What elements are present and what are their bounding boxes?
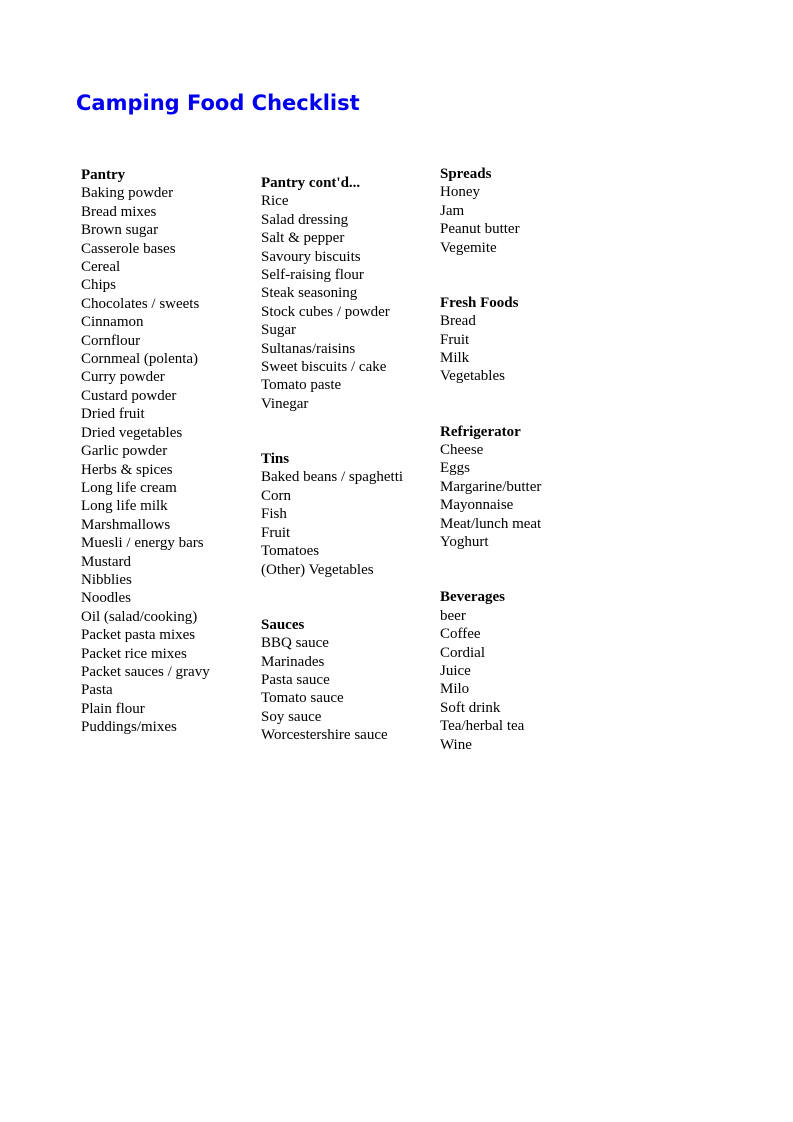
section-pantry-cont-d [261,174,436,413]
checklist-item: Salad dressing [261,211,349,228]
checklist-item: Fruit [261,524,291,541]
checklist-item: Soy sauce [261,708,322,725]
page-title: Camping Food Checklist [76,91,360,115]
checklist-item: Nibblies [81,571,132,588]
checklist-item: Fruit [440,331,470,348]
checklist-item: Self-raising flour [261,267,364,284]
checklist-item: Packet rice mixes [81,645,187,662]
checklist-item: BBQ sauce [261,635,329,652]
section-heading: Fresh Foods [440,294,519,311]
checklist-item: Sultanas/raisins [261,340,356,357]
checklist-item: Vegemite [440,239,497,256]
section-spreads [440,165,615,257]
checklist-item: Cereal [81,259,121,276]
checklist-item: Tea/herbal tea [440,718,525,735]
checklist-item: (Other) Vegetables [261,561,374,578]
checklist-item: Bread [440,313,476,330]
section-spacer [261,413,436,450]
section-heading: Refrigerator [440,423,521,440]
checklist-item: Peanut butter [440,221,520,238]
section-heading: Tins [261,451,290,468]
checklist-item: Plain flour [81,700,145,717]
checklist-item: Dried vegetables [81,424,183,441]
section-heading: Beverages [440,589,505,606]
checklist-item: Milk [440,350,470,367]
checklist-item: Sweet biscuits / cake [261,359,387,376]
checklist-item: Rice [261,193,289,210]
checklist-item: Long life cream [81,479,177,496]
checklist-item: Cheese [440,442,484,459]
section-sauces [261,616,436,745]
section-fresh-foods [440,294,615,386]
checklist-item: Curry powder [81,369,165,386]
checklist-column-1 [81,166,256,737]
checklist-item: Oil (salad/cooking) [81,608,198,625]
checklist-item: Yoghurt [440,534,489,551]
checklist-item: Soft drink [440,699,501,716]
checklist-column-2 [261,174,436,745]
checklist-item: beer [440,607,466,624]
checklist-item: Margarine/butter [440,478,542,495]
checklist-item: Salt & pepper [261,230,345,247]
checklist-item: Worcestershire sauce [261,727,388,744]
checklist-item: Wine [440,736,472,753]
checklist-item: Coffee [440,626,481,643]
checklist-item: Cornmeal (polenta) [81,351,199,368]
section-heading: Pantry cont'd... [261,175,361,191]
checklist-item: Packet pasta mixes [81,627,196,644]
checklist-item: Honey [440,184,480,201]
checklist-item: Packet sauces / gravy [81,663,210,680]
checklist-item: Mayonnaise [440,497,514,514]
checklist-item: Juice [440,662,471,679]
checklist-item: Jam [440,202,465,219]
checklist-item: Fish [261,506,287,523]
checklist-item: Marinades [261,653,325,670]
section-refrigerator [440,423,615,552]
checklist-item: Baking powder [81,185,174,202]
checklist-item: Vinegar [261,395,309,412]
checklist-item: Steak seasoning [261,285,358,302]
checklist-item: Cordial [440,644,485,661]
checklist-item: Brown sugar [81,222,159,239]
checklist-item: Baked beans / spaghetti [261,469,404,486]
checklist-item: Tomato sauce [261,690,344,707]
section-pantry [81,166,256,737]
checklist-item: Bread mixes [81,203,157,220]
section-spacer [261,579,436,616]
checklist-item: Herbs & spices [81,461,173,478]
checklist-item: Pasta sauce [261,671,330,688]
section-heading: Pantry [81,167,126,183]
checklist-item: Corn [261,487,291,504]
section-spacer [440,386,615,423]
section-heading: Sauces [261,616,305,633]
checklist-item: Long life milk [81,498,168,515]
checklist-item: Cinnamon [81,314,144,331]
section-spacer [440,552,615,589]
checklist-item: Custard powder [81,387,177,404]
checklist-item: Dried fruit [81,406,145,423]
checklist-item: Noodles [81,590,131,607]
checklist-item: Pasta [81,682,113,699]
checklist-item: Tomato paste [261,377,342,394]
checklist-item: Puddings/mixes [81,719,177,736]
checklist-item: Cornflour [81,332,141,349]
checklist-item: Milo [440,681,470,698]
checklist-item: Casserole bases [81,240,176,257]
checklist-item: Garlic powder [81,443,168,460]
checklist-item: Meat/lunch meat [440,515,542,532]
section-tins [261,450,436,579]
section-beverages [440,588,615,754]
checklist-column-3 [440,165,615,754]
checklist-item: Stock cubes / powder [261,303,390,320]
checklist-item: Vegetables [440,368,505,385]
checklist-item: Marshmallows [81,516,171,533]
checklist-item: Savoury biscuits [261,248,361,265]
checklist-item: Sugar [261,322,296,339]
section-spacer [440,257,615,294]
section-heading: Spreads [440,166,492,182]
checklist-item: Tomatoes [261,543,320,560]
checklist-item: Chips [81,277,117,294]
checklist-item: Chocolates / sweets [81,295,200,312]
checklist-item: Eggs [440,460,470,477]
checklist-item: Muesli / energy bars [81,535,204,552]
checklist-item: Mustard [81,553,131,570]
